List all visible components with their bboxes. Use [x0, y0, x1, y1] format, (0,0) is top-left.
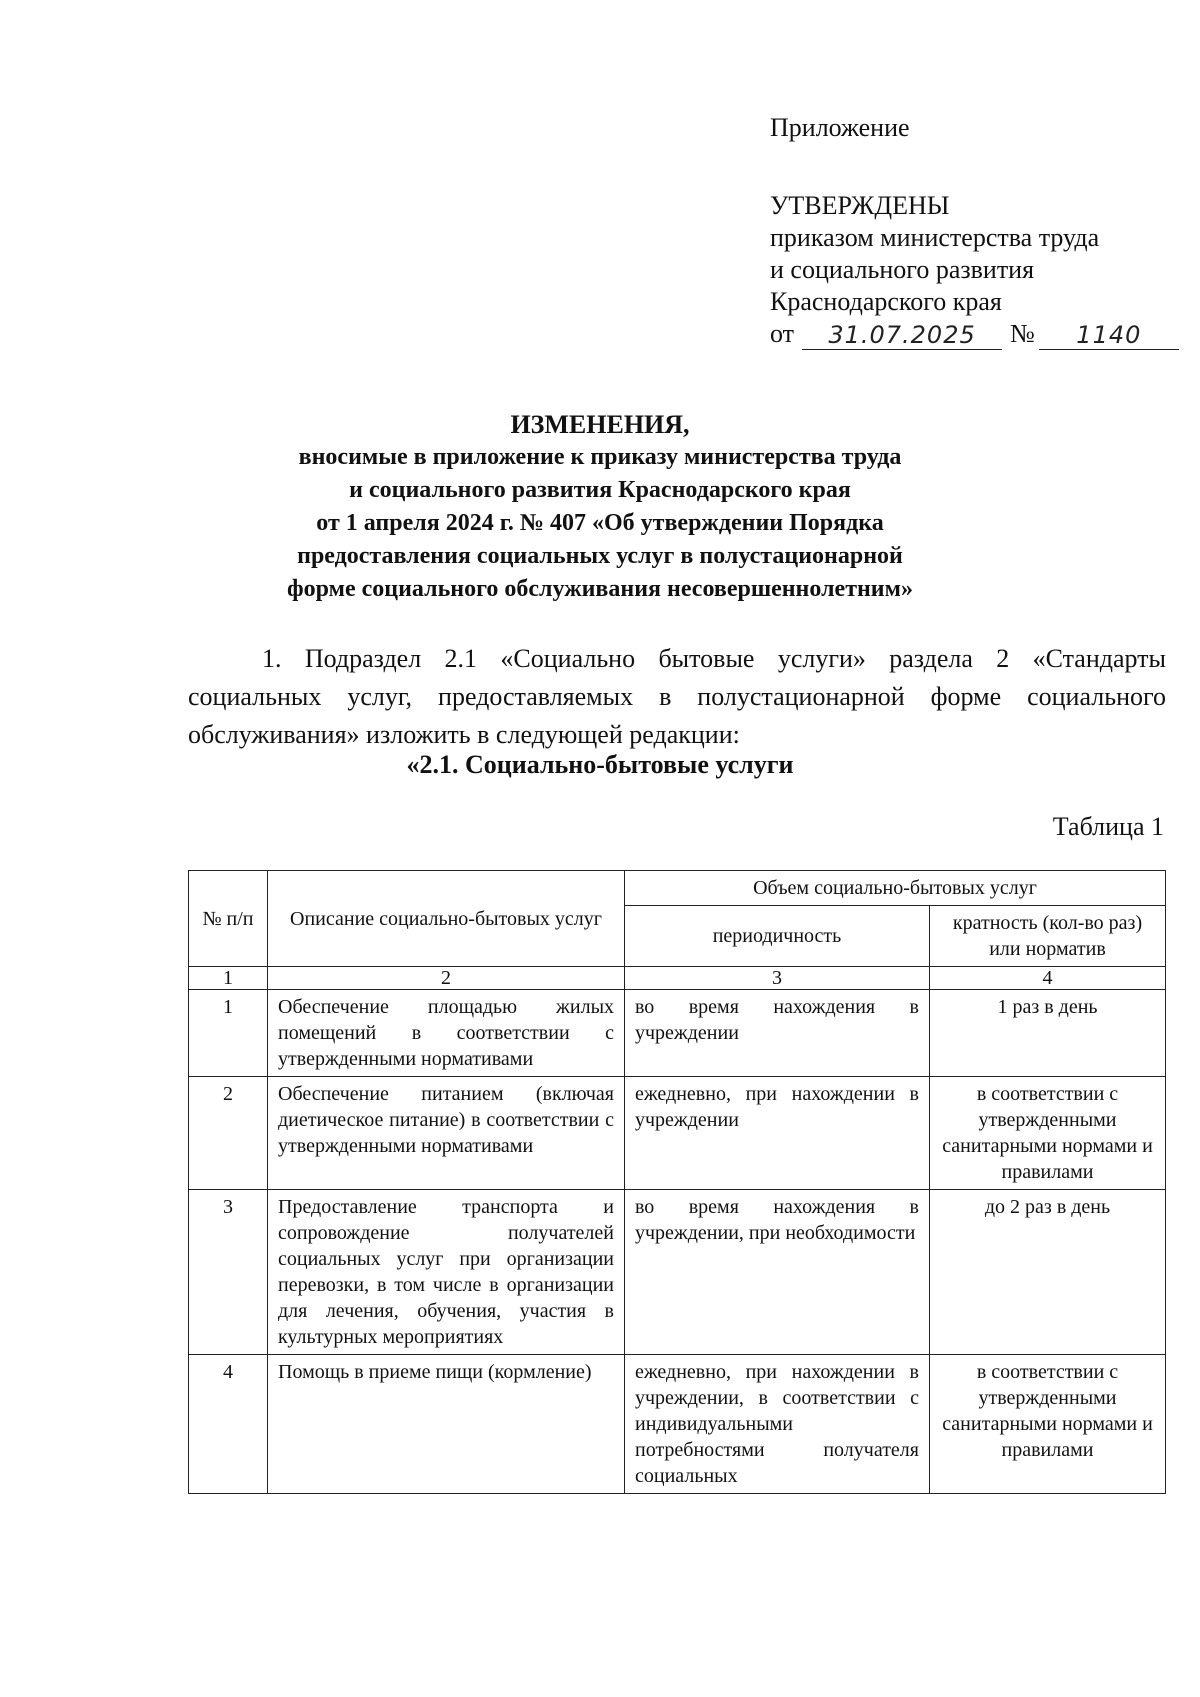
row-description: Обеспечение питанием (включая диетическое питание) в соответствии с утвержденными нормативами	[268, 1077, 625, 1190]
table-header-row	[189, 871, 1166, 906]
appendix-label: Приложение	[770, 113, 910, 142]
header-volume: Объем социально-бытовых услуг	[625, 871, 1166, 906]
handwritten-date: 31.07.2025	[802, 321, 1002, 350]
table-row	[189, 990, 1166, 1077]
row-num: 3	[189, 1190, 268, 1355]
services-table	[188, 870, 1166, 1494]
title-main: ИЗМЕНЕНИЯ,	[510, 410, 690, 439]
row-description: Обеспечение площадью жилых помещений в соответствии с утвержденными нормативами	[268, 990, 625, 1077]
approval-block	[770, 112, 1179, 350]
body-text	[188, 640, 1166, 754]
column-number: 4	[930, 967, 1166, 990]
row-periodicity: ежедневно, при нахождении в учреждении, в соответствии с индивидуальными потребностями получателя социальных	[625, 1355, 930, 1494]
row-frequency: в соответствии с утвержденными санитарными нормами и правилами	[930, 1355, 1166, 1494]
approval-line-3: Краснодарского края	[770, 287, 1002, 316]
body-paragraph: 1. Подраздел 2.1 «Социально бытовые услуги» раздела 2 «Стандарты социальных услуг, предоставляемых в полустационарной форме социального обслуживания» изложить в следующей редакции:	[188, 644, 1166, 749]
row-frequency: 1 раз в день	[930, 990, 1166, 1077]
title-line-4: предоставления социальных услуг в полустационарной	[297, 543, 903, 569]
row-frequency: до 2 раз в день	[930, 1190, 1166, 1355]
title-line-5: форме социального обслуживания несовершеннолетним»	[287, 576, 913, 602]
row-periodicity: во время нахождения в учреждении	[625, 990, 930, 1077]
row-num: 2	[189, 1077, 268, 1190]
table-row	[189, 1190, 1166, 1355]
header-frequency: кратность (кол-во раз) или норматив	[930, 906, 1166, 967]
title-line-3: от 1 апреля 2024 г. № 407 «Об утверждении Порядка	[316, 510, 884, 536]
column-number: 3	[625, 967, 930, 990]
column-number: 2	[268, 967, 625, 990]
column-number-row	[189, 967, 1166, 990]
row-frequency: в соответствии с утвержденными санитарными нормами и правилами	[930, 1077, 1166, 1190]
header-num: № п/п	[189, 871, 268, 967]
header-description: Описание социально-бытовых услуг	[268, 871, 625, 967]
approval-date-line	[770, 318, 1179, 350]
row-description: Помощь в приеме пищи (кормление)	[268, 1355, 625, 1494]
approval-line-1: приказом министерства труда	[770, 223, 1100, 252]
row-description: Предоставление транспорта и сопровождение получателей социальных услуг при организации перевозки, в том числе в организации для лечения, обучения, участия в культурных мероприятиях	[268, 1190, 625, 1355]
handwritten-number: 1140	[1039, 321, 1179, 350]
table-caption: Таблица 1	[1052, 812, 1164, 841]
header-periodicity: периодичность	[625, 906, 930, 967]
table-row	[189, 1077, 1166, 1190]
approval-line-2: и социального развития	[770, 255, 1035, 284]
row-periodicity: во время нахождения в учреждении, при необходимости	[625, 1190, 930, 1355]
document-title	[150, 408, 1050, 606]
title-line-2: и социального развития Краснодарского края	[349, 477, 851, 503]
row-num: 4	[189, 1355, 268, 1494]
approved-label: УТВЕРЖДЕНЫ	[770, 191, 950, 220]
number-label: №	[1010, 319, 1035, 348]
from-label: от	[770, 319, 795, 348]
title-line-1: вносимые в приложение к приказу министерства труда	[298, 444, 902, 470]
section-heading: «2.1. Социально-бытовые услуги	[406, 750, 794, 779]
row-periodicity: ежедневно, при нахождении в учреждении	[625, 1077, 930, 1190]
column-number: 1	[189, 967, 268, 990]
table-row	[189, 1355, 1166, 1494]
row-num: 1	[189, 990, 268, 1077]
